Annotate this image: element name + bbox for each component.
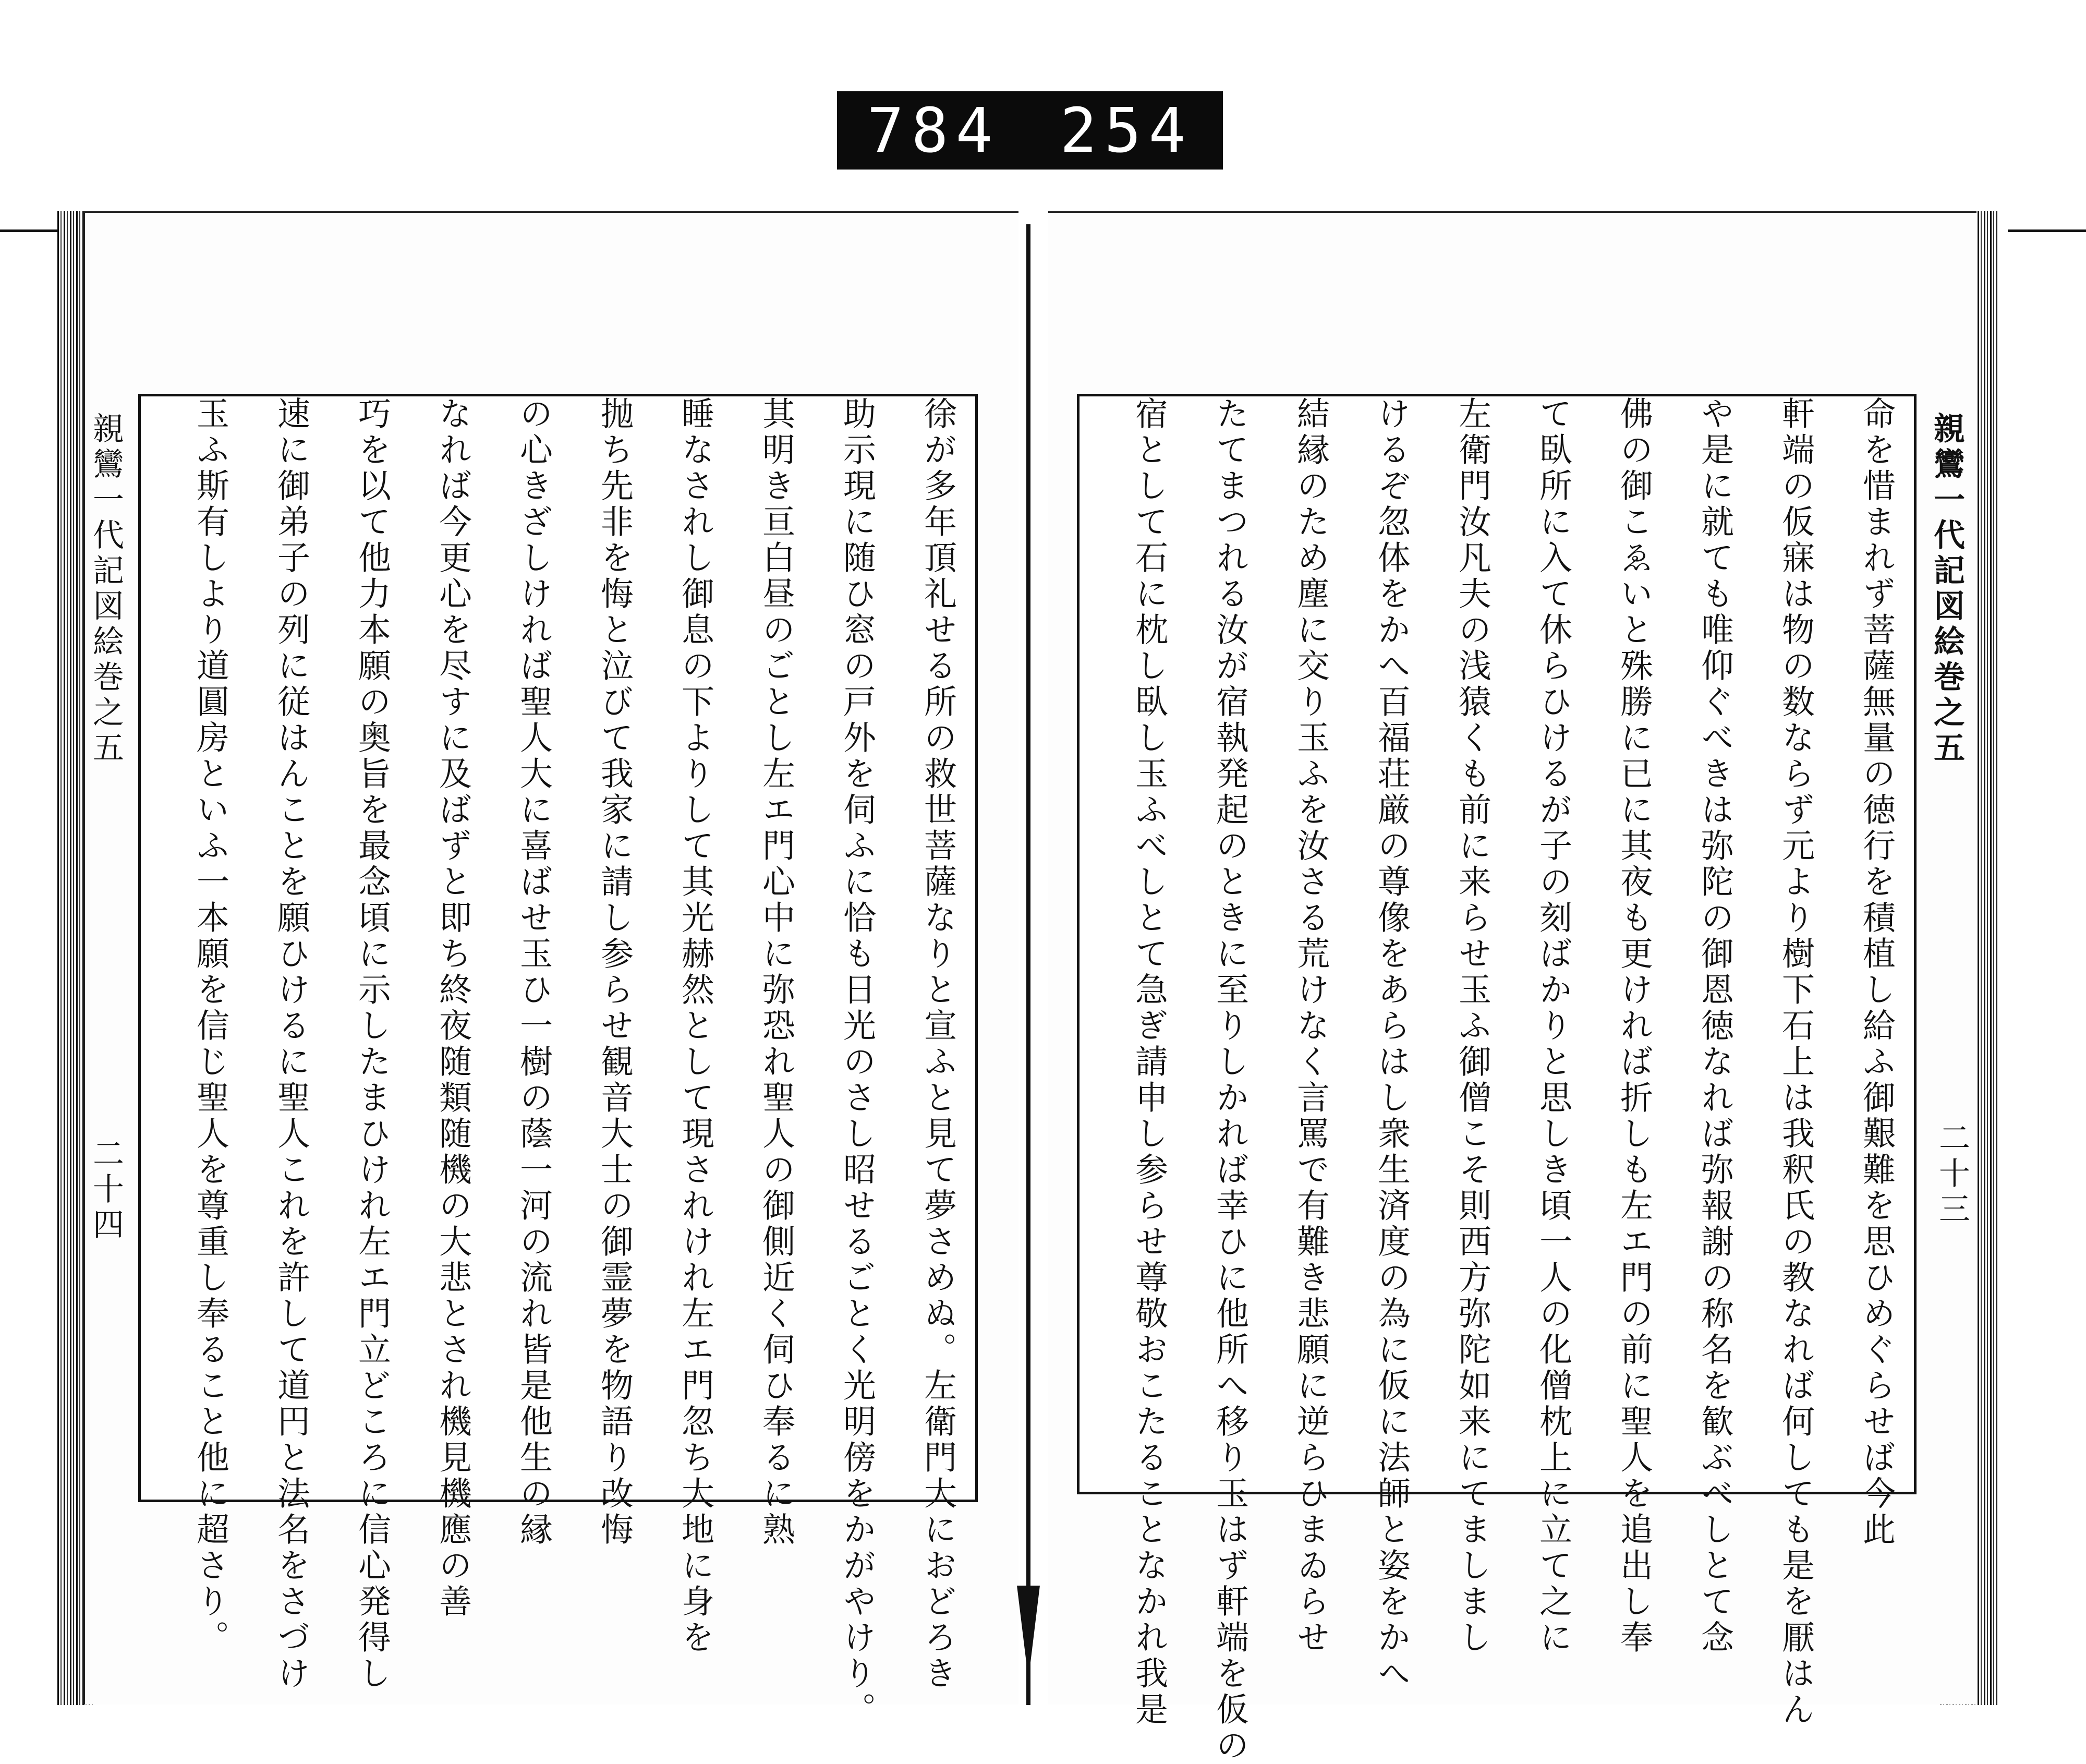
right-text-frame bbox=[1077, 394, 1917, 1764]
right-title-rule bbox=[1915, 394, 1917, 1494]
right-running-title: 親鸞一代記図絵巻之五 bbox=[1929, 412, 1965, 767]
text-column: や是に就ても唯仰ぐべきは弥陀の御恩徳なれば弥報謝の称名を歓ぶべしとて念 bbox=[1696, 396, 1734, 1656]
left-text-frame bbox=[138, 394, 978, 1728]
text-column: の心きざしければ聖人大に喜ばせ玉ひ一樹の蔭一河の流れ皆是他生の縁 bbox=[515, 396, 553, 1548]
text-column: 命を惜まれず菩薩無量の徳行を積植し給ふ御艱難を思ひめぐらせば今此 bbox=[1858, 396, 1896, 1548]
top-rule-right bbox=[2008, 229, 2086, 232]
text-column: て臥所に入て休らひけるが子の刻ばかりと思しき頃一人の化僧枕上に立て之に bbox=[1534, 396, 1572, 1656]
text-column: 玉ふ斯有しより道圓房といふ一本願を信じ聖人を尊重し奉ること他に超さり。 bbox=[191, 396, 229, 1656]
text-column: 左衛門汝凡夫の浅猿くも前に来らせ玉ふ御僧こそ則西方弥陀如来にてましまし bbox=[1453, 396, 1491, 1656]
right-folio-number: 二十三 bbox=[1934, 1121, 1970, 1228]
text-column: 軒端の仮寐は物の数ならず元より樹下石上は我釈氏の教なれば何しても是を厭はん bbox=[1777, 396, 1815, 1728]
archive-number-plate bbox=[837, 91, 1223, 170]
archive-number-left: 784 bbox=[867, 94, 1000, 166]
text-column: たてまつれる汝が宿執発起のときに至りしかれば幸ひに他所へ移り玉はず軒端を仮の bbox=[1211, 396, 1249, 1764]
text-column: 抛ち先非を悔と泣びて我家に請し参らせ観音大士の御霊夢を物語り改悔 bbox=[596, 396, 634, 1548]
left-folio-number: 二十四 bbox=[88, 1137, 124, 1243]
left-running-title: 親鸞一代記図絵巻之五 bbox=[88, 412, 124, 767]
text-column: 巧を以て他力本願の奥旨を最念頃に示したまひけれ左エ門立どころに信心発得し bbox=[353, 396, 391, 1692]
text-column: 速に御弟子の列に従はんことを願ひけるに聖人これを許して道円と法名をさづけ bbox=[272, 396, 310, 1692]
text-column: 宿として石に枕し臥し玉ふべしとて急ぎ請申し参らせ尊敬おこたることなかれ我是 bbox=[1130, 396, 1168, 1728]
book-spine-line bbox=[1026, 224, 1030, 1705]
text-column: 助示現に随ひ窓の戸外を伺ふに恰も日光のさし昭せるごとく光明傍をかがやけり。 bbox=[838, 396, 876, 1728]
text-column: 徐が多年頂礼せる所の救世菩薩なりと宣ふと見て夢さめぬ。左衛門大におどろき bbox=[919, 396, 957, 1692]
text-column: 其明き亘白昼のごとし左エ門心中に弥恐れ聖人の御側近く伺ひ奉るに熟 bbox=[757, 396, 795, 1548]
spine-arrow-mark bbox=[1017, 1586, 1040, 1680]
text-column: なれば今更心を尽すに及ばずと即ち終夜随類随機の大悲とされ機見機應の善 bbox=[434, 396, 472, 1620]
text-column: けるぞ忽体をかへ百福荘厳の尊像をあらはし衆生済度の為に仮に法師と姿をかへ bbox=[1373, 396, 1411, 1692]
text-column: 結縁のため塵に交り玉ふを汝さる荒けなく言罵で有難き悲願に逆らひまゐらせ bbox=[1292, 396, 1330, 1656]
text-column: 佛の御こゑいと殊勝に已に其夜も更ければ折しも左エ門の前に聖人を追出し奉 bbox=[1615, 396, 1653, 1656]
archive-number-right: 254 bbox=[1060, 94, 1193, 166]
text-column: 睡なされし御息の下よりして其光赫然として現されけれ左エ門忽ち大地に身を bbox=[676, 396, 714, 1656]
